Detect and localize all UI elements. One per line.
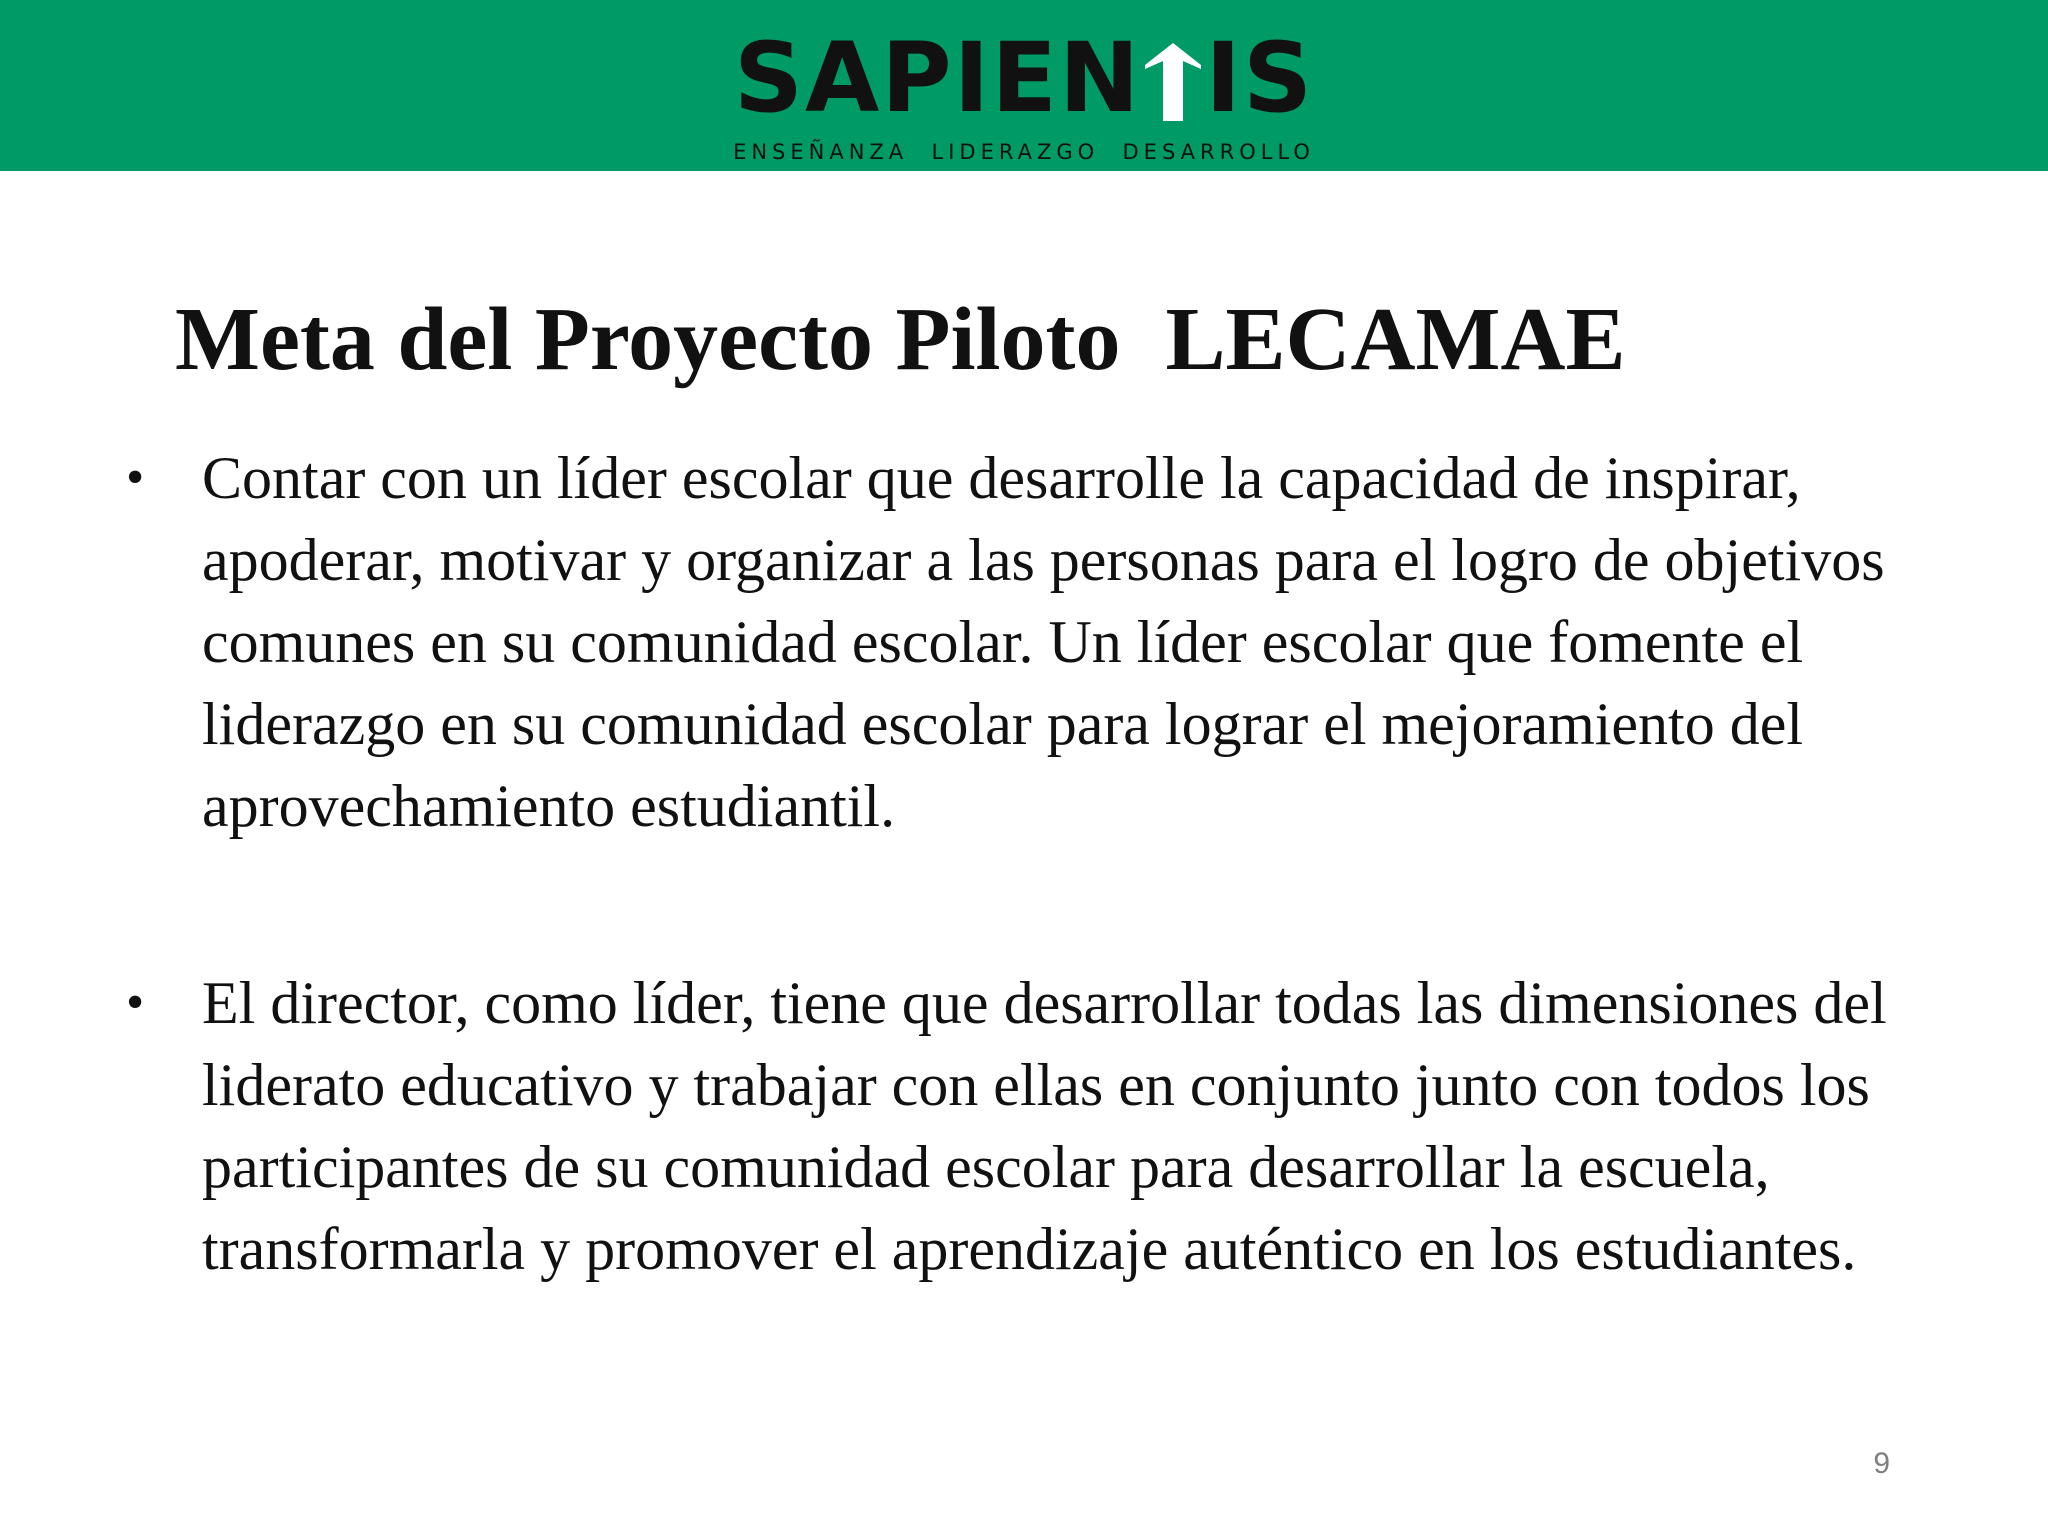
- page-number: 9: [1873, 1447, 1890, 1480]
- logo-wordmark: [733, 22, 1315, 134]
- logo-tagline: ENSEÑANZA LIDERAZGO DESARROLLO: [733, 140, 1315, 164]
- bullet-marker: •: [126, 974, 145, 1031]
- bullet-item: [120, 962, 1900, 1290]
- bullet-list: [120, 437, 1900, 1290]
- header-band: [0, 0, 2048, 171]
- arrow-up-t-icon: [1143, 40, 1203, 118]
- bullet-text: Contar con un líder escolar que desarrolle la capacidad de inspirar, apoderar, motivar y organizar a las personas para el logro de objetivos comunes en su comunidad escolar. Un líder escolar que fomente el liderazgo en su comunidad escolar para lograr el mejoramiento del aprovechamiento estudiantil.: [202, 445, 1885, 839]
- bullet-item: [120, 437, 1900, 847]
- logo-name-part-1: SAPIEN: [733, 22, 1142, 134]
- logo-name-part-2: IS: [1205, 22, 1315, 134]
- slide-title: Meta del Proyecto Piloto LECAMAE: [175, 290, 1626, 389]
- bullet-marker: •: [126, 449, 145, 506]
- sapientis-logo: [0, 22, 2048, 164]
- bullet-text: El director, como líder, tiene que desarrollar todas las dimensiones del liderato educativo y trabajar con ellas en conjunto junto con todos los participantes de su comunidad escolar para desarrollar la escuela, transformarla y promover el aprendizaje auténtico en los estudiantes.: [202, 970, 1887, 1282]
